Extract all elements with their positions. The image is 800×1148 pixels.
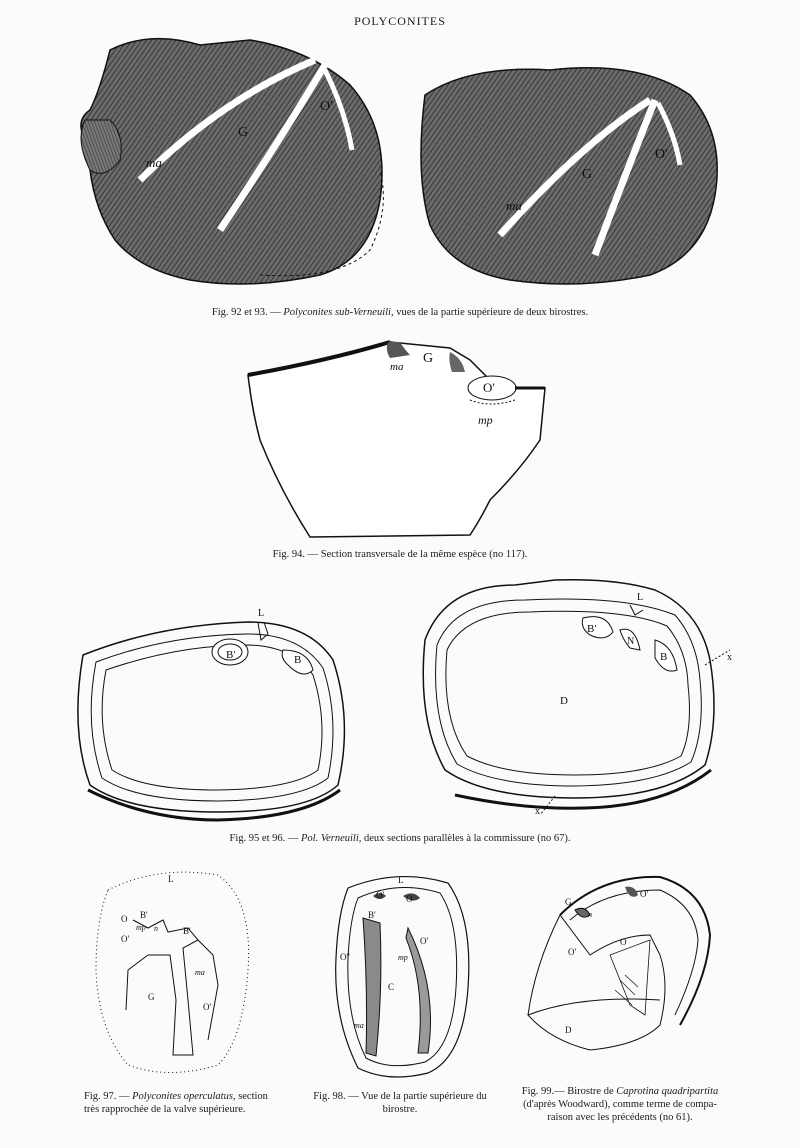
fig98-label-Oprime-right: O' <box>420 936 429 946</box>
fig95-96-caption-prefix: Fig. 95 et 96. — <box>229 833 299 844</box>
fig99-caption-prefix: Fig. 99.— Birostre de <box>521 1086 614 1097</box>
fig99-drawing <box>520 865 720 1060</box>
fig95-96-caption-rest: deux sections parallèles à la commissure (no 67). <box>364 833 571 844</box>
fig97-label-ma: ma <box>195 968 205 977</box>
fig94-label-Oprime: O' <box>483 380 495 395</box>
fig92-93-caption-prefix: Fig. 92 et 93. — <box>211 307 281 318</box>
fig97-label-O: O <box>121 914 128 924</box>
fig95-96-caption-species: Pol. Verneuili, <box>301 833 362 844</box>
fig96-label-x-right: x <box>727 652 732 663</box>
fig98-caption-line2: birostre. <box>382 1104 418 1115</box>
fig97-label-Oprime-2: O' <box>203 1002 212 1012</box>
fig92-label-Oprime: O' <box>320 99 333 114</box>
fig99-caption <box>510 1085 730 1124</box>
fig99-label-O: O <box>620 937 627 947</box>
fig92-93-caption-species: Polyconites sub-Verneuili, <box>283 307 394 318</box>
fig97-label-mp: mp <box>136 923 146 932</box>
fig96-label-x-bottom: x <box>535 806 540 817</box>
fig95-label-Bprime: B' <box>226 649 236 661</box>
fig96-drawing <box>415 570 745 820</box>
fig96-label-Bprime: B' <box>587 623 597 635</box>
fig97-label-Bprime-1: B' <box>140 910 148 920</box>
fig98-label-Oprime-top: O' <box>376 890 385 900</box>
fig97-caption-line2: très rapprochée de la valve supérieure. <box>84 1104 246 1115</box>
fig93-drawing <box>410 55 730 295</box>
fig93-label-G: G <box>582 167 593 182</box>
fig95-96-caption <box>0 832 800 845</box>
fig94-label-ma: ma <box>390 361 404 373</box>
fig97-label-Bprime-2: B' <box>183 926 191 936</box>
fig98-label-mp: mp <box>398 953 408 962</box>
fig98-drawing <box>328 868 478 1083</box>
fig99-label-Oprime-mid: O' <box>568 947 577 957</box>
fig98-label-O: O <box>406 894 413 904</box>
fig96-label-B: B <box>660 651 668 663</box>
fig96-label-L: L <box>637 592 644 603</box>
fig92-drawing <box>80 30 400 300</box>
fig94-label-mp: mp <box>478 413 493 427</box>
fig97-label-Oprime-1: O' <box>121 934 130 944</box>
fig93-label-Oprime: O' <box>655 147 668 162</box>
fig99-caption-species: Caprotina quadripartita <box>616 1086 719 1097</box>
fig98-caption-line1: Fig. 98. — Vue de la partie supérieure du <box>313 1091 487 1102</box>
fig94-drawing <box>240 330 560 550</box>
fig95-drawing <box>68 600 353 830</box>
fig99-label-n: n <box>588 910 592 919</box>
fig95-label-L: L <box>258 608 265 619</box>
fig96-label-D: D <box>560 695 568 707</box>
fig95-label-B: B <box>294 654 302 666</box>
fig92-93-caption <box>0 306 800 319</box>
fig94-label-G: G <box>423 351 434 366</box>
fig99-caption-line3: raison avec les précédents (no 61). <box>547 1112 693 1123</box>
fig93-label-ma: ma <box>506 198 522 213</box>
fig99-label-Oprime-top: O' <box>640 889 649 899</box>
fig97-label-G: G <box>148 992 155 1002</box>
fig92-label-G: G <box>238 125 249 140</box>
fig97-caption-line1-rest: section <box>238 1091 268 1102</box>
fig97-caption-species: Polyconites operculatus, <box>132 1091 236 1102</box>
fig97-caption-prefix: Fig. 97. — <box>84 1091 130 1102</box>
fig98-label-C: C <box>388 982 395 992</box>
fig98-label-ma: ma <box>354 1021 364 1030</box>
page-header: POLYCONITES <box>354 14 446 28</box>
fig97-label-L: L <box>168 874 174 884</box>
fig97-label-n: n <box>154 924 158 933</box>
fig92-label-ma: ma <box>146 155 162 170</box>
fig97-caption <box>84 1090 284 1116</box>
fig97-drawing <box>88 860 263 1080</box>
fig98-caption <box>300 1090 500 1116</box>
fig98-label-L: L <box>398 875 404 885</box>
fig98-label-Bprime: B' <box>368 910 376 920</box>
fig99-caption-line2: (d'après Woodward), comme terme de compa- <box>523 1099 717 1110</box>
fig94-caption: Fig. 94. — Section transversale de la même espèce (no 117). <box>272 549 528 560</box>
fig99-label-D: D <box>565 1025 572 1035</box>
fig96-label-N: N <box>627 636 635 647</box>
fig92-93-caption-rest: vues de la partie supérieure de deux birostres. <box>396 307 589 318</box>
fig99-label-G: G <box>565 897 572 907</box>
fig98-label-Osec: O'' <box>340 952 350 962</box>
